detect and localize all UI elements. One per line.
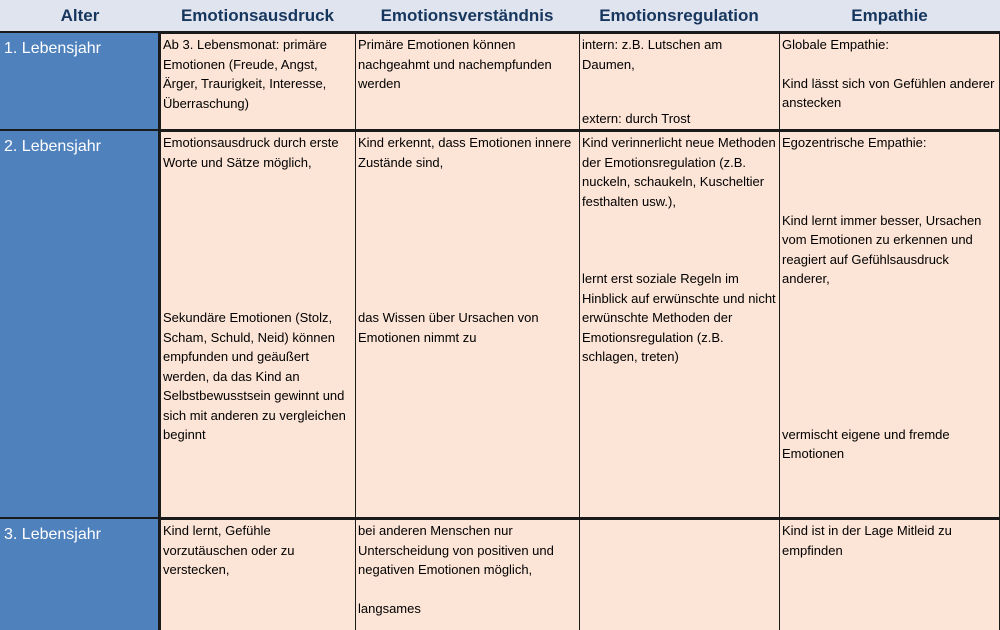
row2-understanding (355, 131, 580, 519)
row1-empathy (779, 33, 1000, 130)
row3-expression-text-1: Kind lernt, Gefühle vorzutäuschen oder zu verstecken, (163, 523, 295, 577)
row2-empathy-text-3: vermischt eigene und fremde Emotionen (782, 426, 950, 461)
row2-regulation-text-2: lernt erst soziale Regeln im Hinblick auf erwünschte und nicht erwünschte Methoden der Emotionsregulation (z.B. schlagen, treten) (582, 271, 776, 364)
row2-understanding-text-2: das Wissen über Ursachen von Emotionen nimmt zu (358, 310, 539, 345)
row1-regulation-text-2: extern: durch Trost (582, 111, 691, 126)
row2-age: 2. Lebensjahr (0, 131, 160, 519)
row2-empathy (779, 131, 1000, 519)
row3-empathy (779, 519, 1000, 630)
row3-age: 3. Lebensjahr (0, 519, 160, 630)
row2-empathy-text-2: Kind lernt immer besser, Ursachen vom Emotionen zu erkennen und reagiert auf Gefühlsausdruck anderer, (782, 212, 982, 286)
header-expression: Emotionsausdruck (160, 0, 355, 32)
header-empathy: Empathie (779, 0, 1000, 32)
row2-regulation-text-1: Kind verinnerlicht neue Methoden der Emotionsregulation (z.B. nuckeln, schaukeln, Kuscheltier festhalten usw.), (582, 135, 776, 209)
row2-expression (160, 131, 356, 519)
row2-expression-text-2: Sekundäre Emotionen (Stolz, Scham, Schuld, Neid) können empfunden und geäußert werden, da das Kind an Selbstbewusstsein gewinnt und sich mit anderen zu vergleichen beginnt (163, 310, 346, 442)
row2-empathy-text-1: Egozentrische Empathie: (782, 135, 927, 150)
row1-regulation (579, 33, 780, 130)
row2-regulation (579, 131, 780, 519)
row2-expression-text-1: Emotionsausdruck durch erste Worte und Sätze möglich, (163, 135, 339, 170)
row3-empathy-text-1: Kind ist in der Lage Mitleid zu empfinden (782, 523, 952, 558)
row3-understanding-text-1: bei anderen Menschen nur Unterscheidung von positiven und negativen Emotionen möglich, (358, 523, 554, 577)
row1-understanding-text-1: Primäre Emotionen können nachgeahmt und nachempfunden werden (358, 37, 552, 91)
row2-understanding-text-1: Kind erkennt, dass Emotionen innere Zustände sind, (358, 135, 572, 170)
row1-age: 1. Lebensjahr (0, 33, 160, 130)
header-regulation: Emotionsregulation (579, 0, 779, 32)
row1-expression (160, 33, 356, 130)
row1-understanding (355, 33, 580, 130)
row3-understanding (355, 519, 580, 630)
row1-regulation-text-1: intern: z.B. Lutschen am Daumen, (582, 37, 723, 72)
row3-regulation (579, 519, 780, 630)
header-age: Alter (0, 0, 160, 32)
row1-empathy-text-1: Globale Empathie: (782, 37, 889, 52)
row3-understanding-text-2: langsames (358, 600, 421, 616)
row3-expression (160, 519, 356, 630)
row1-expression-text-1: Ab 3. Lebensmonat: primäre Emotionen (Freude, Angst, Ärger, Traurigkeit, Interesse, Überraschung) (163, 37, 328, 111)
header-understanding: Emotionsverständnis (355, 0, 579, 32)
row1-empathy-text-2: Kind lässt sich von Gefühlen anderer anstecken (782, 75, 995, 110)
